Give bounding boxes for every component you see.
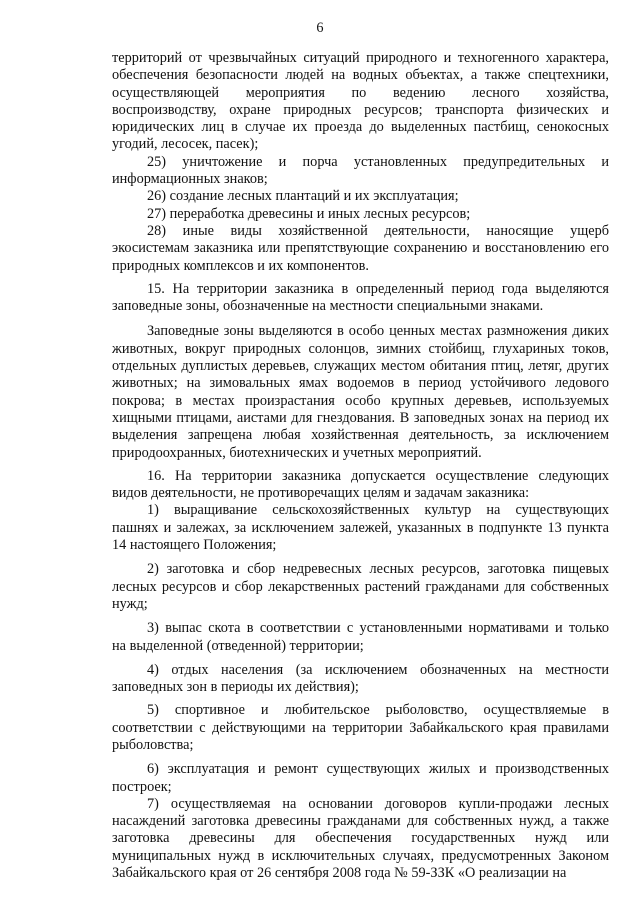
text-line: обеспечения безопасности людей на водных объектах, а также спецтехники, bbox=[112, 67, 609, 84]
text-line: 28) иные виды хозяйственной деятельности, наносящие ущерб bbox=[147, 222, 609, 239]
text-line: природоохранных, биотехнических и учетных мероприятий. bbox=[112, 444, 482, 461]
text-line: 14 настоящего Положения; bbox=[112, 537, 277, 554]
text-line: 15. На территории заказника в определенный период года выделяются bbox=[147, 280, 609, 297]
text-line: выделения запрещена любая хозяйственная деятельность, за исключением bbox=[112, 427, 609, 444]
text-line: хищными птицами, аистами для гнездования. В заповедных зонах на период их bbox=[112, 409, 609, 426]
text-line: лесных ресурсов и сбор лекарственных растений гражданами для собственных bbox=[112, 578, 609, 595]
text-line: покрова; в местах произрастания особо крупных деревьев, используемых bbox=[112, 392, 609, 409]
page-number: 6 bbox=[316, 20, 324, 36]
text-line: заготовка древесины для обеспечения государственных нужд или bbox=[112, 830, 609, 847]
text-line: Заповедные зоны выделяются в особо ценных местах размножения диких bbox=[147, 323, 609, 340]
text-line: 1) выращивание сельскохозяйственных культур на существующих bbox=[147, 502, 609, 519]
text-line: 4) отдых населения (за исключением обозначенных на местности bbox=[147, 661, 609, 678]
text-line: воспроизводству, охране природных ресурсов; транспорта физических и bbox=[112, 101, 609, 118]
text-line: насаждений заготовка древесины гражданами для собственных нужд, а также bbox=[112, 813, 609, 830]
document-body bbox=[112, 50, 609, 882]
text-line: 26) создание лесных плантаций и их эксплуатация; bbox=[147, 188, 459, 205]
text-line: 16. На территории заказника допускается осуществление следующих bbox=[147, 467, 609, 484]
text-line: 25) уничтожение и порча установленных предупредительных и bbox=[147, 153, 609, 170]
text-line: животных, вокруг природных солонцов, зимних стойбищ, глухариных токов, bbox=[112, 340, 609, 357]
text-line: природных комплексов и их компонентов. bbox=[112, 257, 369, 274]
text-line: соответствии с действующими на территории Забайкальского края правилами bbox=[112, 719, 609, 736]
text-line: построек; bbox=[112, 778, 172, 795]
text-line: информационных знаков; bbox=[112, 171, 268, 188]
text-line: 7) осуществляемая на основании договоров купли-продажи лесных bbox=[147, 795, 609, 812]
text-line: нужд; bbox=[112, 595, 148, 612]
text-line: заповедных зон в периоды их действия); bbox=[112, 679, 359, 696]
text-line: осуществляющей мероприятия по ведению лесного хозяйства, bbox=[112, 84, 609, 101]
text-line: животных; на зимовальных ямах водоемов в период устойчивого ледового bbox=[112, 375, 609, 392]
text-line: на выделенной (отведенной) территории; bbox=[112, 637, 364, 654]
text-line: угодий, лесосек, пасек); bbox=[112, 136, 259, 153]
text-line: 2) заготовка и сбор недревесных лесных ресурсов, заготовка пищевых bbox=[147, 561, 609, 578]
text-line: 3) выпас скота в соответствии с установленными нормативами и только bbox=[147, 620, 609, 637]
text-line: заповедные зоны, обозначенные на местности специальными знаками. bbox=[112, 298, 544, 315]
text-line: экосистемам заказника или препятствующие сохранению и восстановлению его bbox=[112, 240, 609, 257]
text-line: Забайкальского края от 26 сентября 2008 года № 59-ЗЗК «О реализации на bbox=[112, 865, 567, 882]
text-line: 27) переработка древесины и иных лесных ресурсов; bbox=[147, 205, 471, 222]
text-line: юридических лиц в случае их проезда до выделенных пастбищ, сенокосных bbox=[112, 119, 609, 136]
text-line: рыболовства; bbox=[112, 736, 194, 753]
text-line: отдельных дуплистых деревьев, служащих местом обитания птиц, летяг, других bbox=[112, 358, 609, 375]
text-line: территорий от чрезвычайных ситуаций природного и техногенного характера, bbox=[112, 50, 609, 66]
text-line: пашнях и залежах, за исключением залежей, указанных в подпункте 13 пункта bbox=[112, 519, 609, 536]
text-line: 6) эксплуатация и ремонт существующих жилых и производственных bbox=[147, 761, 609, 778]
text-line: муниципальных нужд в исключительных случаях, предусмотренных Законом bbox=[112, 847, 609, 864]
text-line: 5) спортивное и любительское рыболовство, осуществляемые в bbox=[147, 702, 609, 719]
text-line: видов деятельности, не противоречащих целям и задачам заказника: bbox=[112, 485, 530, 502]
